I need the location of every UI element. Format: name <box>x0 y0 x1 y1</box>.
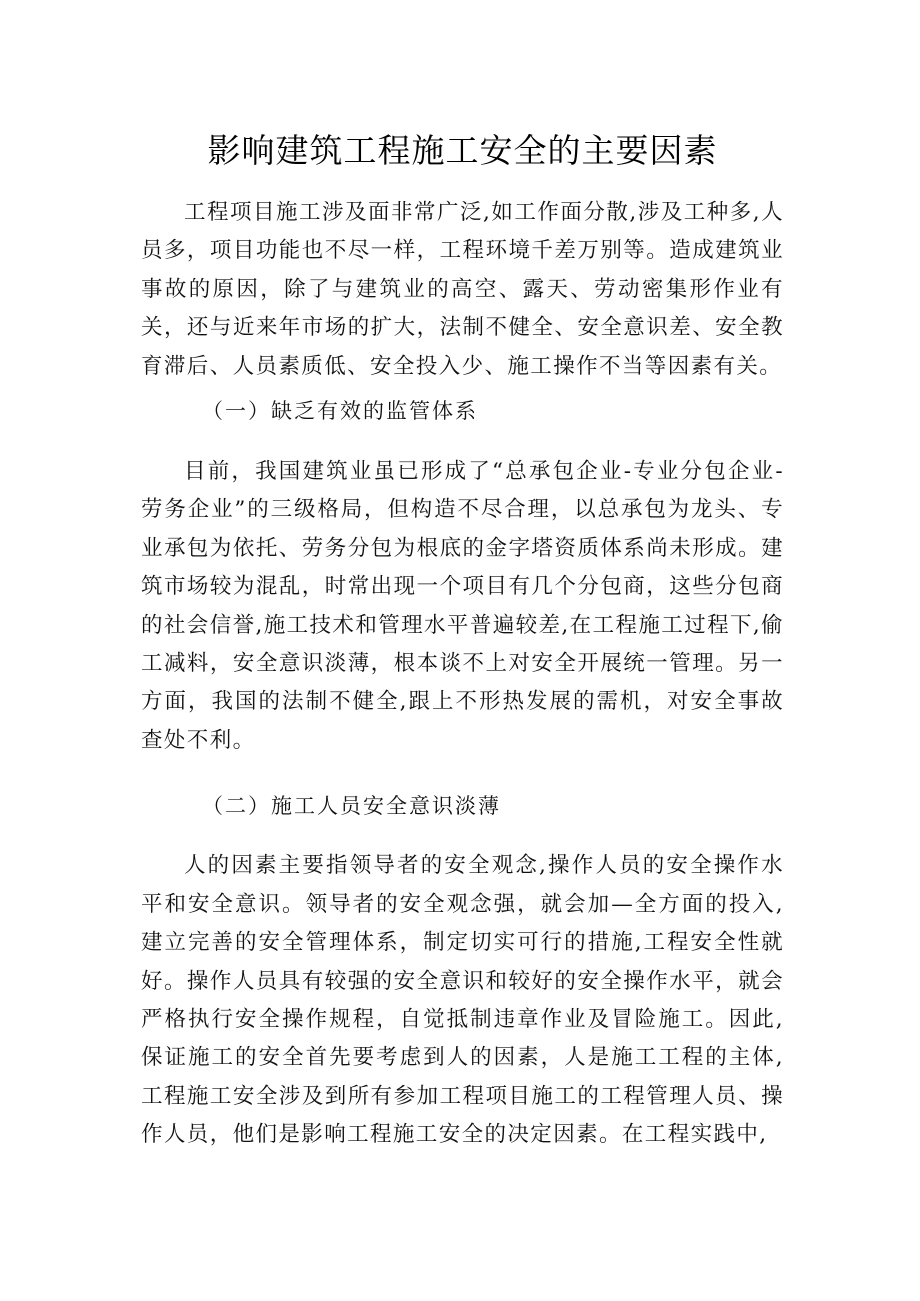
section-1-heading: （一）缺乏有效的监管体系 <box>202 399 478 424</box>
intro-paragraph: 工程项目施工涉及面非常广泛,如工作面分散,涉及工种多,人员多，项目功能也不尽一样，工程环境千差万别等。造成建筑业事故的原因，除了与建筑业的高空、露天、劳动密集形作业有关，还与近来年市场的扩大，法制不健全、安全意识差、安全教育滞后、人员素质低、安全投入少、施工操作不当等因素有关。 <box>141 200 784 379</box>
section-2-heading: （二）施工人员安全意识淡薄 <box>202 794 501 819</box>
section-2-paragraph: 人的因素主要指领导者的安全观念,操作人员的安全操作水平和安全意识。领导者的安全观念强，就会加—全方面的投入,建立完善的安全管理体系，制定切实可行的措施,工程安全性就好。操作人员具有较强的安全意识和较好的安全操作水平，就会严格执行安全操作规程，自觉抵制违章作业及冒险施工。因此,保证施工的安全首先要考虑到人的因素，人是施工工程的主体,工程施工安全涉及到所有参加工程项目施工的工程管理人员、操作人员，他们是影响工程施工安全的决定因素。在工程实践中, <box>141 853 784 1148</box>
section-1-paragraph: 目前，我国建筑业虽已形成了“总承包企业-专业分包企业-劳务企业”的三级格局，但构造不尽合理，以总承包为龙头、专业承包为依托、劳务分包为根底的金字塔资质体系尚未形成。建筑市场较为混乱，时常出现一个项目有几个分包商，这些分包商的社会信誉,施工技术和管理水平普遍较差,在工程施工过程下,偷工减料，安全意识淡薄，根本谈不上对安全开展统一管理。另一方面，我国的法制不健全,跟上不形热发展的需机，对安全事故查处不利。 <box>141 459 785 753</box>
document-title: 影响建筑工程施工安全的主要因素 <box>207 131 718 170</box>
